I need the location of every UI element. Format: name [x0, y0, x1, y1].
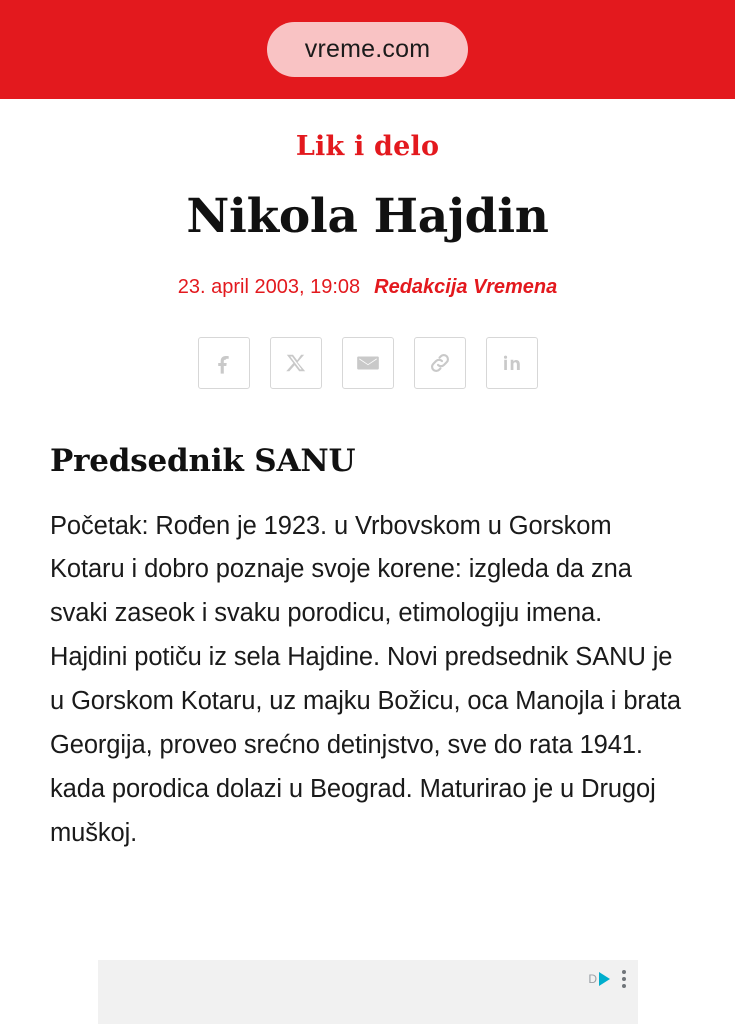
advertisement-slot[interactable] [98, 960, 638, 1024]
adchoices-button[interactable] [588, 972, 610, 986]
article-container [0, 131, 735, 855]
link-icon [427, 350, 453, 376]
adchoices-label: D [588, 972, 597, 986]
article-kicker[interactable]: Lik i delo [295, 131, 440, 162]
share-buttons [50, 337, 685, 389]
adchoices-triangle-icon [599, 972, 610, 986]
browser-top-bar [0, 0, 735, 99]
byline [50, 276, 685, 299]
ad-controls [588, 968, 628, 990]
facebook-icon [212, 351, 236, 375]
share-x-button[interactable] [270, 337, 322, 389]
share-email-button[interactable] [342, 337, 394, 389]
page-title: Nikola Hajdin [186, 189, 549, 244]
x-twitter-icon [285, 352, 307, 374]
article-paragraph: Početak: Rođen je 1923. u Vrbovskom u Gorskom Kotaru i dobro poznaje svoje korene: izgleda da zna svaki zaseok i svaku porodicu, etimologiju imena. Hajdini potiču iz sela Hajdine. Novi predsednik SANU je u Gorskom Kotaru, uz majku Božicu, oca Manojla i brata Georgija, proveo srećno detinjstvo, sve do rata 1941. kada porodica dolazi u Beograd. Maturirao je u Drugoj muškoj. [50, 511, 681, 847]
email-icon [355, 350, 381, 376]
ad-options-icon[interactable] [620, 968, 628, 990]
publish-date: 23. april 2003, 19:08 [177, 275, 361, 298]
linkedin-icon [500, 351, 524, 375]
share-linkedin-button[interactable] [486, 337, 538, 389]
share-facebook-button[interactable] [198, 337, 250, 389]
copy-link-button[interactable] [414, 337, 466, 389]
site-domain-pill[interactable]: vreme.com [267, 22, 468, 77]
section-subheading: Predsednik SANU [50, 442, 356, 479]
author-name[interactable]: Redakcija Vremena [374, 275, 558, 298]
